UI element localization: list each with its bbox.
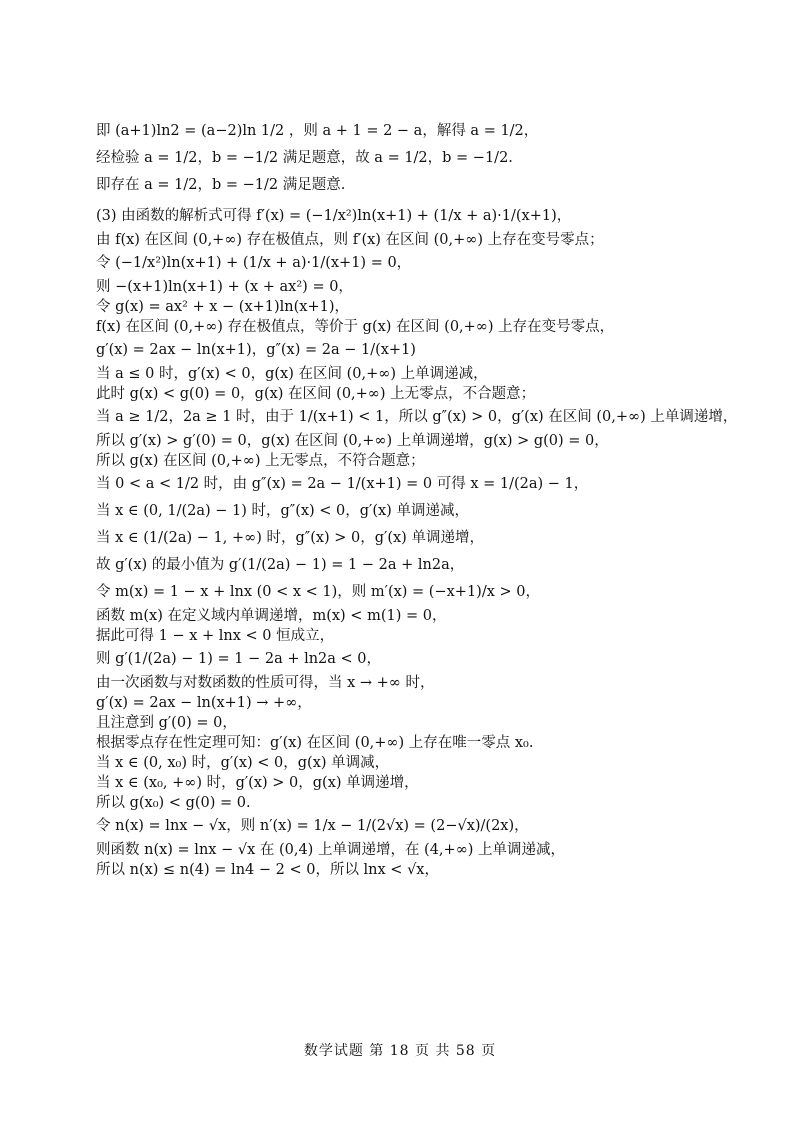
solution-line: 则 g′(1/(2a) − 1) = 1 − 2a + ln2a < 0， [96,651,382,667]
solution-line: 当 a ≤ 0 时，g′(x) < 0，g(x) 在区间 (0,+∞) 上单调递减， [96,366,488,382]
solution-line: 且注意到 g′(0) = 0， [96,715,237,731]
solution-line: f(x) 在区间 (0,+∞) 存在极值点，等价于 g(x) 在区间 (0,+∞) 上存在变号零点， [96,319,615,335]
solution-line: 令 g(x) = ax² + x − (x+1)ln(x+1)， [96,299,350,315]
solution-line: 当 0 < a < 1/2 时，由 g″(x) = 2a − 1/(x+1) = 0 可得 x = 1/(2a) − 1， [96,476,589,492]
solution-line: 所以 n(x) ≤ n(4) = ln4 − 2 < 0，所以 lnx < √x， [96,862,439,878]
solution-line: (3) 由函数的解析式可得 f′(x) = (−1/x²)ln(x+1) + (1/x + a)·1/(x+1)， [96,208,572,224]
solution-line: 令 (−1/x²)ln(x+1) + (1/x + a)·1/(x+1) = 0， [96,255,412,271]
solution-body [96,118,738,880]
solution-line: 据此可得 1 − x + lnx < 0 恒成立， [96,628,335,644]
solution-line: 即 (a+1)ln2 = (a−2)ln 1/2 ，则 a + 1 = 2 − a，解得 a = 1/2， [96,123,539,139]
solution-line: 则 −(x+1)ln(x+1) + (x + ax²) = 0， [96,279,353,295]
solution-line: 则函数 n(x) = lnx − √x 在 (0,4) 上单调递增，在 (4,+∞) 上单调递减， [96,842,566,858]
solution-line: 函数 m(x) 在定义域内单调递增，m(x) < m(1) = 0， [96,608,447,624]
solution-line: 由一次函数与对数函数的性质可得，当 x → +∞ 时， [96,675,435,691]
solution-line: 所以 g(x₀) < g(0) = 0. [96,795,251,811]
page-footer: 数学试题 第 18 页 共 58 页 [303,1043,497,1059]
solution-line: 所以 g(x) 在区间 (0,+∞) 上无零点，不符合题意； [96,453,425,469]
solution-line: 当 x ∈ (0, 1/(2a) − 1) 时，g″(x) < 0，g′(x) 单调递减， [96,503,469,519]
solution-line: 当 x ∈ (0, x₀) 时，g′(x) < 0，g(x) 单调减， [96,755,390,771]
solution-line: 当 x ∈ (1/(2a) − 1, +∞) 时，g″(x) > 0，g′(x) 单调递增， [96,530,484,546]
solution-line: 此时 g(x) < g(0) = 0，g(x) 在区间 (0,+∞) 上无零点，不合题意； [96,386,536,402]
solution-line: 所以 g′(x) > g′(0) = 0，g(x) 在区间 (0,+∞) 上单调递增，g(x) > g(0) = 0， [96,433,609,449]
solution-line: 令 n(x) = lnx − √x，则 n′(x) = 1/x − 1/(2√x) = (2−√x)/(2x)， [96,818,529,834]
solution-line: 根据零点存在性定理可知：g′(x) 在区间 (0,+∞) 上存在唯一零点 x₀. [96,735,534,751]
solution-line: g′(x) = 2ax − ln(x+1)，g″(x) = 2a − 1/(x+1) [96,342,416,358]
solution-line: 经检验 a = 1/2，b = −1/2 满足题意，故 a = 1/2，b = −1/2. [96,150,513,166]
solution-line: 故 g′(x) 的最小值为 g′(1/(2a) − 1) = 1 − 2a + ln2a， [96,557,465,573]
solution-line: 即存在 a = 1/2，b = −1/2 满足题意. [96,177,346,193]
solution-line: 令 m(x) = 1 − x + lnx (0 < x < 1)，则 m′(x) = (−x+1)/x > 0， [96,584,540,600]
solution-line: 当 x ∈ (x₀, +∞) 时，g′(x) > 0，g(x) 单调递增， [96,775,419,791]
solution-line: g′(x) = 2ax − ln(x+1) → +∞， [96,695,312,711]
solution-line: 由 f(x) 在区间 (0,+∞) 存在极值点，则 f′(x) 在区间 (0,+∞) 上存在变号零点； [96,232,604,248]
solution-line: 当 a ≥ 1/2，2a ≥ 1 时，由于 1/(x+1) < 1，所以 g″(x) > 0，g′(x) 在区间 (0,+∞) 上单调递增， [96,409,738,425]
